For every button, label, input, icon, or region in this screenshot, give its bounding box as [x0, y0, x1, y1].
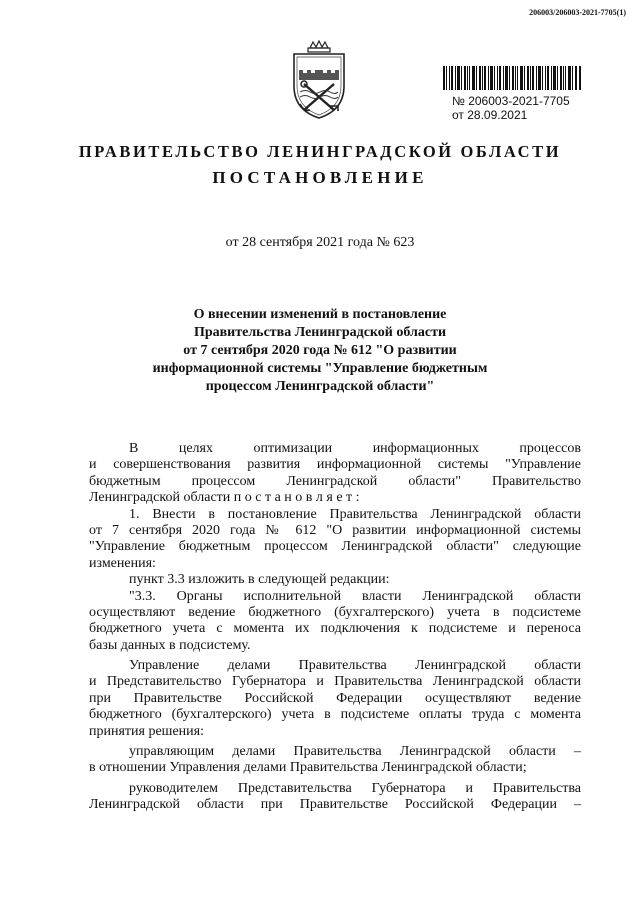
body-line: в отношении Управления делами Правительства Ленинградской области;	[89, 760, 527, 776]
subject-line: информационной системы "Управление бюджетным	[152, 361, 488, 376]
registration-date: от 28.09.2021	[452, 108, 528, 122]
government-title: ПРАВИТЕЛЬСТВО ЛЕНИНГРАДСКОЙ ОБЛАСТИ	[78, 142, 562, 161]
body-line: и Представительство Губернатора и Правительства Ленинградской области	[89, 674, 581, 690]
body-line: В целях оптимизации информационных процессов	[129, 441, 581, 456]
body-line: бюджетным процессом Ленинградской области" Правительство	[89, 473, 581, 489]
subject-line: Правительства Ленинградской области	[193, 325, 447, 340]
body-line: "3.3. Органы исполнительной власти Ленинградской области	[129, 588, 581, 604]
body-line: от 7 сентября 2020 года № 612 "О развитии информационной системы	[89, 522, 581, 538]
body-line: осуществляют ведение бюджетного (бухгалтерского) учета в подсистеме	[89, 604, 581, 620]
body-line: принятия решения:	[89, 723, 204, 739]
subject-line: от 7 сентября 2020 года № 612 "О развитии	[183, 343, 457, 358]
document-date-number: от 28 сентября 2021 года № 623	[225, 235, 415, 250]
registration-block	[452, 94, 570, 122]
body-line: Ленинградской области при Правительстве Российской Федерации –	[89, 797, 581, 813]
body-line: руководителем Представительства Губернатора и Правительства	[129, 780, 581, 796]
coat-of-arms-icon	[286, 40, 352, 120]
body-line: "Управление бюджетным процессом Ленинградской области" следующие	[89, 539, 581, 555]
document-type-title: ПОСТАНОВЛЕНИЕ	[212, 168, 428, 187]
body-line: изменения:	[89, 555, 156, 571]
registration-number: № 206003-2021-7705	[452, 94, 570, 108]
body-line: и совершенствования развития информационной системы "Управление	[89, 457, 581, 473]
body-line: Управление делами Правительства Ленинградской области	[129, 658, 581, 674]
document-subject	[0, 306, 640, 396]
body-line: бюджетного (бухгалтерского) учета в подсистеме оплаты труда с момента	[89, 707, 581, 723]
body-line: пункт 3.3 изложить в следующей редакции:	[129, 572, 390, 588]
subject-line: О внесении изменений в постановление	[193, 307, 447, 322]
body-line: Ленинградской области п о с т а н о в л я е т :	[89, 490, 360, 506]
document-body	[89, 441, 581, 814]
subject-line: процессом Ленинградской области"	[205, 379, 435, 394]
body-line: бюджетного учета с момента их подключения к подсистеме и переноса	[89, 621, 581, 637]
body-line: базы данных в подсистему.	[89, 637, 251, 653]
body-line: при Правительстве Российской Федерации осуществляют ведение	[89, 690, 581, 706]
document-code: 206003/206003-2021-7705(1)	[529, 8, 626, 17]
body-line: управляющим делами Правительства Ленинградской области –	[129, 744, 581, 760]
body-line: 1. Внести в постановление Правительства Ленинградской области	[129, 506, 581, 522]
barcode-icon	[443, 66, 581, 90]
